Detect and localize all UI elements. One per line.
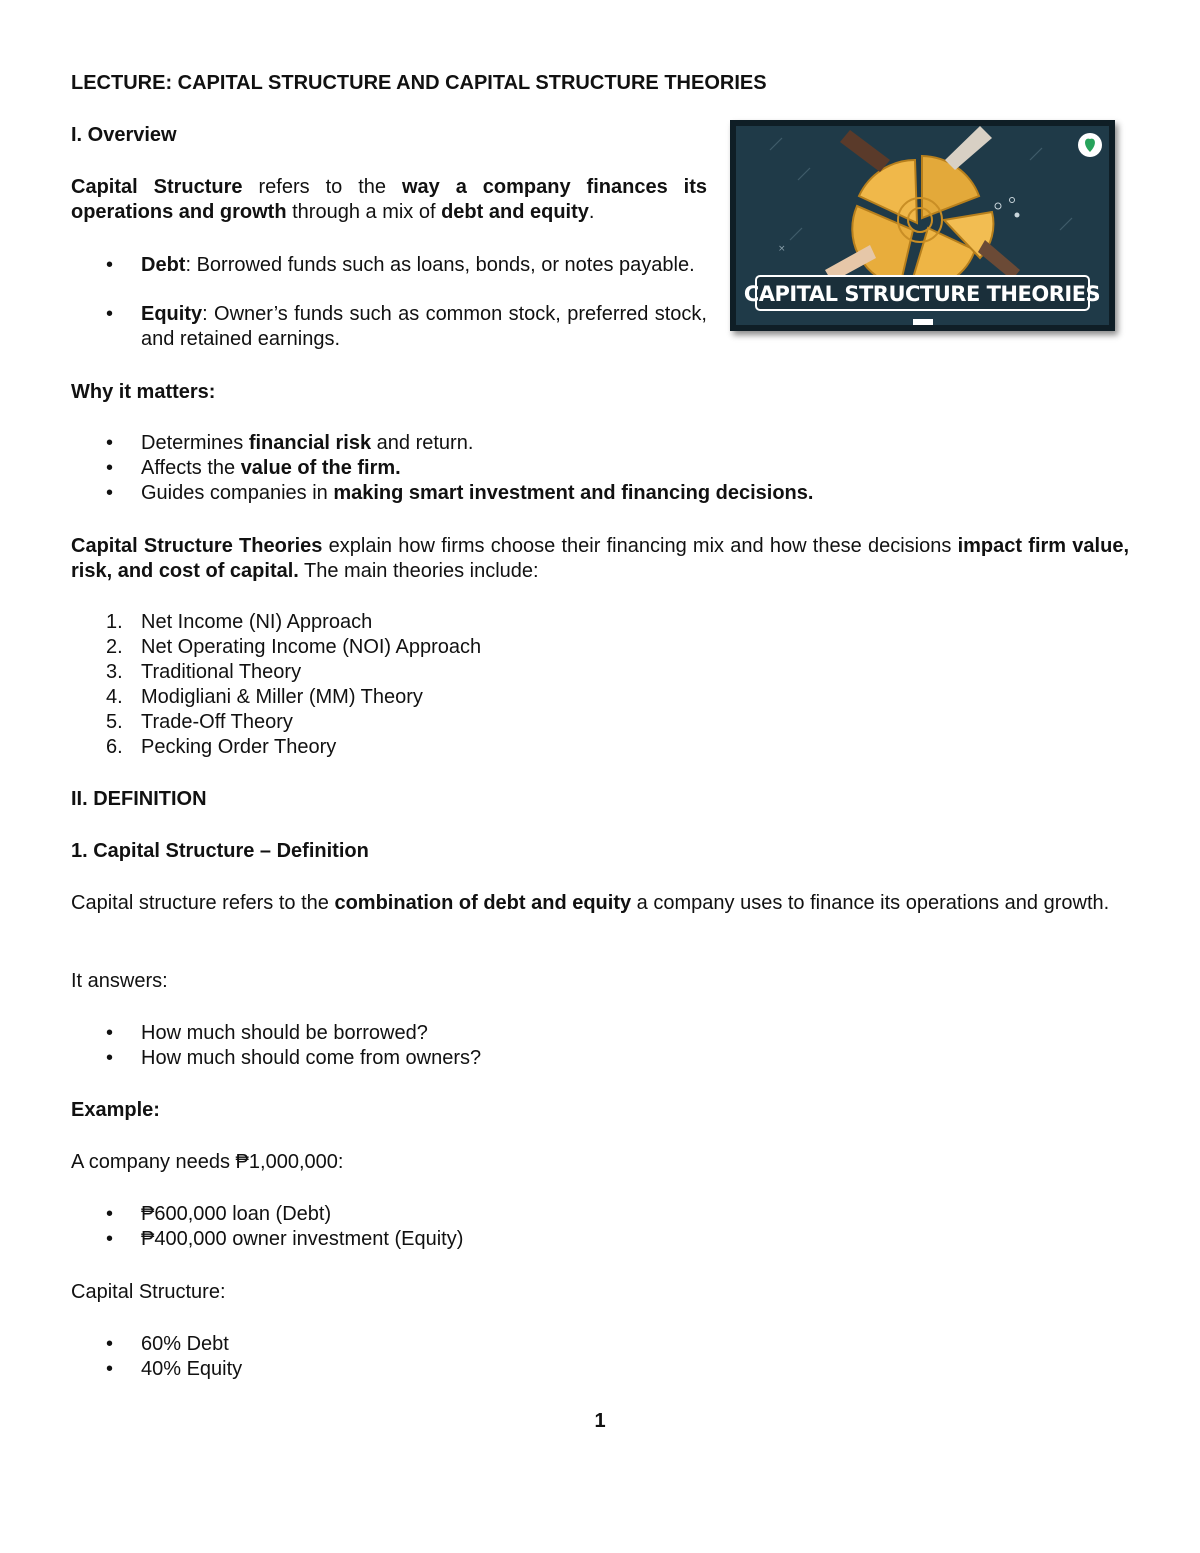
example-item: ₱600,000 loan (Debt) <box>141 1203 332 1225</box>
definition-paragraph: Capital structure refers to the combination of debt and equity a company uses to finance its operations and growth. <box>71 892 1110 914</box>
overview-heading: I. Overview <box>71 124 177 146</box>
example-intro: A company needs ₱1,000,000: <box>71 1151 344 1173</box>
list-number: 2. <box>106 636 123 658</box>
bullet-icon: • <box>106 1228 114 1250</box>
example-item: ₱400,000 owner investment (Equity) <box>141 1228 464 1250</box>
bullet-icon: • <box>106 303 114 325</box>
why-heading: Why it matters: <box>71 381 216 403</box>
svg-text:×: × <box>778 244 786 254</box>
bullet-icon: • <box>106 1047 114 1069</box>
theories-paragraph: Capital Structure Theories explain how firms choose their financing mix and how these decisions impact firm value, risk, and cost of capital. The main theories include: <box>71 535 1129 582</box>
bullet-icon: • <box>106 1333 114 1355</box>
answer-item: How much should be borrowed? <box>141 1022 428 1044</box>
term-capital-structure: Capital Structure <box>71 176 243 198</box>
list-item-equity: Equity: Owner’s funds such as common stock, preferred stock, and retained earnings. <box>141 303 707 350</box>
why-item-1: Determines financial risk and return. <box>141 432 474 454</box>
cs-item-debt: 60% Debt <box>141 1333 229 1355</box>
bullet-icon: • <box>106 1358 114 1380</box>
list-item-debt: Debt: Borrowed funds such as loans, bonds, or notes payable. <box>141 254 695 276</box>
why-item-3: Guides companies in making smart investment and financing decisions. <box>141 482 814 504</box>
cs-item-equity: 40% Equity <box>141 1358 243 1380</box>
theory-item: Trade-Off Theory <box>141 711 293 733</box>
capital-structure-theories-image <box>730 120 1115 331</box>
answer-item: How much should come from owners? <box>141 1047 482 1069</box>
bullet-icon: • <box>106 432 114 454</box>
list-number: 4. <box>106 686 123 708</box>
list-number: 3. <box>106 661 123 683</box>
example-heading: Example: <box>71 1099 160 1121</box>
list-number: 5. <box>106 711 123 733</box>
theory-item: Net Operating Income (NOI) Approach <box>141 636 482 658</box>
definition-subheading: 1. Capital Structure – Definition <box>71 840 369 862</box>
figure-caption: CAPITAL STRUCTURE THEORIES <box>743 282 1101 306</box>
lecture-title: LECTURE: CAPITAL STRUCTURE AND CAPITAL STRUCTURE THEORIES <box>71 72 767 94</box>
bullet-icon: • <box>106 457 114 479</box>
definition-heading: II. DEFINITION <box>71 788 207 810</box>
bullet-icon: • <box>106 1203 114 1225</box>
theory-item: Modigliani & Miller (MM) Theory <box>141 686 423 708</box>
theory-item: Net Income (NI) Approach <box>141 611 373 633</box>
list-number: 1. <box>106 611 123 633</box>
page-number: 1 <box>594 1410 606 1432</box>
bullet-icon: • <box>106 254 114 276</box>
answers-label: It answers: <box>71 970 168 992</box>
list-number: 6. <box>106 736 123 758</box>
why-item-2: Affects the value of the firm. <box>141 457 401 479</box>
theory-item: Traditional Theory <box>141 661 302 683</box>
capital-structure-label: Capital Structure: <box>71 1281 226 1303</box>
pie-hands-illustration <box>730 120 1115 331</box>
overview-paragraph: Capital Structure refers to the way a company finances its operations and growth through a mix of debt and equity. <box>71 176 707 223</box>
bullet-icon: • <box>106 482 114 504</box>
theory-item: Pecking Order Theory <box>141 736 337 758</box>
bullet-icon: • <box>106 1022 114 1044</box>
